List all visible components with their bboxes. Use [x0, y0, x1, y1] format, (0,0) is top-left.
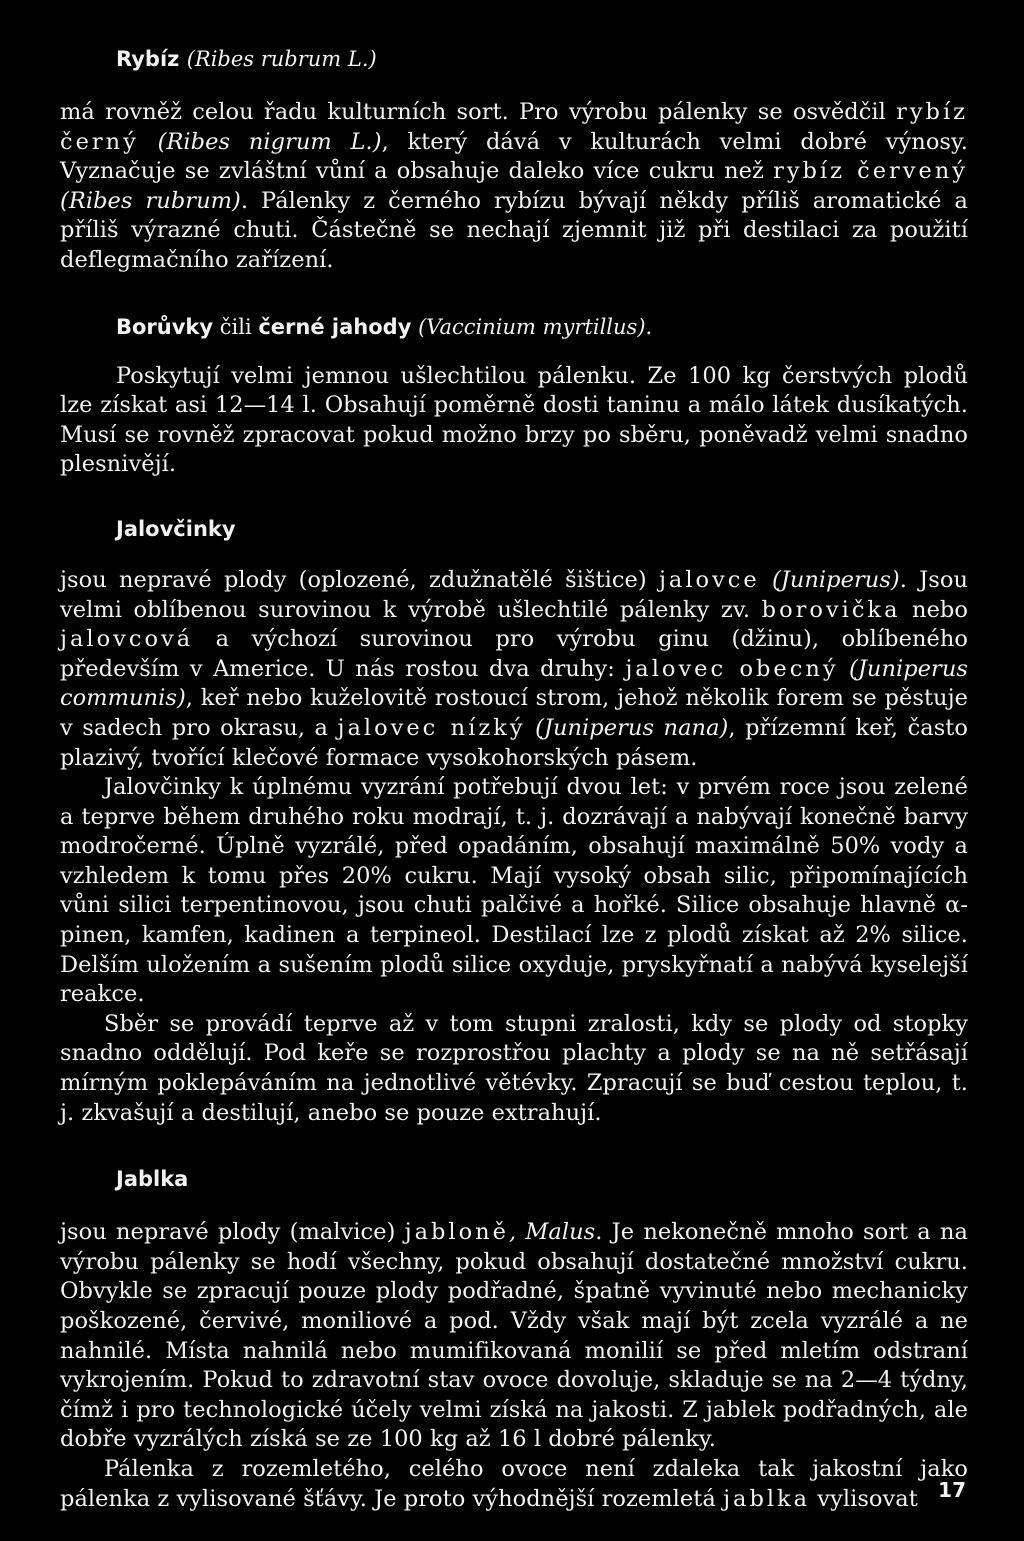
jalov-p1-sp3: jalovcová	[60, 626, 194, 653]
paragraph-jablka-2	[60, 1455, 968, 1514]
rybiz-text-1: má rovněž celou řadu kulturních sort. Pro výrobu pálenky se osvědčil	[60, 99, 897, 125]
jablka-p1-sp: jabloně	[404, 1219, 509, 1246]
jalov-p1-b: . Jsou velmi oblíbenou surovinou k výrobě ušlechtilé pálenky zv.	[60, 566, 968, 623]
rybiz-spaced-2: rybíz červený	[773, 158, 968, 185]
jalov-p1-lat2: (Juniperus communis)	[60, 655, 968, 712]
document-page	[60, 44, 968, 1514]
heading-boruvky-title-2: černé jahody	[258, 314, 412, 339]
heading-jablka-title: Jablka	[116, 1167, 189, 1192]
heading-jalovcinky-title: Jalovčinky	[116, 516, 236, 541]
paragraph-jalovcinky-3: Sběr se provádí teprve až v tom stupni zralosti, kdy se plody od stopky snadno oddělují. Pod keře se rozprostřou plachty a plody se na ně setřásají mírným poklepáváním na jednotlivé větévky. Zpracují se buď cestou teplou, t. j. zkvašují a destilují, anebo se pouze extrahují.	[60, 1010, 968, 1126]
paragraph-boruvky: Poskytují velmi jemnou ušlechtilou pálenku. Ze 100 kg čerstvých plodů lze získat asi 12—14 l. Obsahují poměrně dosti taninu a málo látek dusíkatých. Musí se rovněž zpracovat pokud možno brzy po sběru, poněvadž velmi snadno plesnivějí.	[60, 362, 968, 478]
jalov-p1-sp4: jalovec obecný	[625, 655, 839, 682]
paragraph-jalovcinky-1	[60, 566, 968, 773]
rybiz-text-3: . Pálenky z černého rybízu bývají někdy příliš aromatické a příliš výrazné chuti. Částečně se nechají zjemnit již při destilaci za použití deflegmačního zařízení.	[60, 187, 969, 273]
jalov-p1-a: jsou nepravé plody (oplozené, zdužnatělé šištice)	[60, 566, 659, 593]
jalov-p1-lat1: (Juniperus)	[759, 566, 900, 593]
heading-rybiz-latin: (Ribes rubrum L.)	[186, 47, 377, 71]
rybiz-spaced-1: rybíz černý	[60, 99, 968, 155]
heading-jalovcinky	[116, 514, 968, 544]
jalov-p1-sp1: jalovce	[658, 566, 760, 593]
rybiz-latin-2: (Ribes rubrum)	[60, 187, 241, 214]
jalov-p1-sp2: borovička	[761, 596, 901, 623]
paragraph-rybiz	[60, 98, 968, 276]
rybiz-text-2: , který dává v kulturách velmi dobré výnosy. Vyznačuje se zvláštní vůní a obsahuje daleko více cukru než	[60, 128, 968, 185]
heading-jablka	[116, 1164, 968, 1194]
jalov-p1-f: , přízemní keř, často plazivý, tvořící klečové formace vysokohorských pásem.	[60, 714, 968, 771]
jalov-p1-c: nebo	[900, 596, 968, 623]
jalov-p1-d: a výchozí surovinou pro výrobu ginu (džinu), oblíbeného především v Americe. U nás rostou dva druhy:	[60, 626, 968, 682]
jablka-p1-lat: , Malus	[508, 1219, 596, 1246]
heading-rybiz-title: Rybíz	[116, 47, 180, 71]
heading-boruvky-title-1: Borůvky	[116, 314, 214, 339]
jalov-p1-e: , keř nebo kuželovitě rostoucí strom, jehož několik forem se pěstuje v sadech pro okrasu, a	[60, 685, 968, 741]
heading-boruvky-connector: čili	[213, 314, 259, 339]
jablka-p1-b: . Je nekonečně mnoho sort a na výrobu pálenky se hodí všechny, pokud obsahují dostatečné množství cukru. Obvykle se zpracují pouze plody podřadné, špatně vyvinuté nebo mechanicky poškozené, červivé, moniliové a pod. Vždy však mají být zcela vyzrálé a ne nahnilé. Místa nahnilá nebo mumifikovaná monilií se před mletím odstraní vykrojením. Pokud to zdravotní stav ovoce dovoluje, skladuje se na 2—4 týdny, čímž i pro technologické účely velmi získá na jakosti. Z jablek podřadných, ale dobře vyzrálých získá se ze 100 kg až 16 l dobré pálenky.	[60, 1219, 968, 1453]
heading-boruvky-latin: (Vaccinium myrtillus).	[411, 314, 653, 339]
jalov-p1-sp5: jalovec nízký	[337, 714, 526, 741]
page-number: 17	[938, 1478, 966, 1502]
paragraph-jablka-1	[60, 1218, 968, 1455]
heading-rybiz	[116, 44, 968, 74]
jablka-p2-a: Pálenka z rozemletého, celého ovoce není zdaleka tak jakostní jako pálenka z vylisované šťávy. Je proto výhodnější rozemletá	[60, 1455, 968, 1512]
jablka-p2-b: vylisovat	[810, 1485, 918, 1512]
rybiz-latin-1: (Ribes nigrum L.)	[138, 128, 382, 155]
jalov-p1-lat3: (Juniperus nana)	[525, 714, 729, 741]
paragraph-jalovcinky-2: Jalovčinky k úplnému vyzrání potřebují dvou let: v prvém roce jsou zelené a teprve během druhého roku modrají, t. j. dozrávají a nabývají konečně barvy modročerné. Úplně vyzrálé, před opadáním, obsahují maximálně 50% vody a vzhledem k tomu přes 20% cukru. Mají vysoký obsah silic, připomínajících vůni silici terpentinovou, jsou chuti palčivé a hořké. Silice obsahuje hlavně α-pinen, kamfen, kadinen a terpineol. Destilací lze z plodů získat až 2% silice. Delším uložením a sušením plodů silice oxyduje, pryskyřnatí a nabývá kyselejší reakce.	[60, 774, 968, 1008]
jablka-p1-a: jsou nepravé plody (malvice)	[60, 1219, 405, 1246]
heading-boruvky	[116, 312, 968, 342]
jablka-p2-sp: jablka	[723, 1485, 811, 1512]
